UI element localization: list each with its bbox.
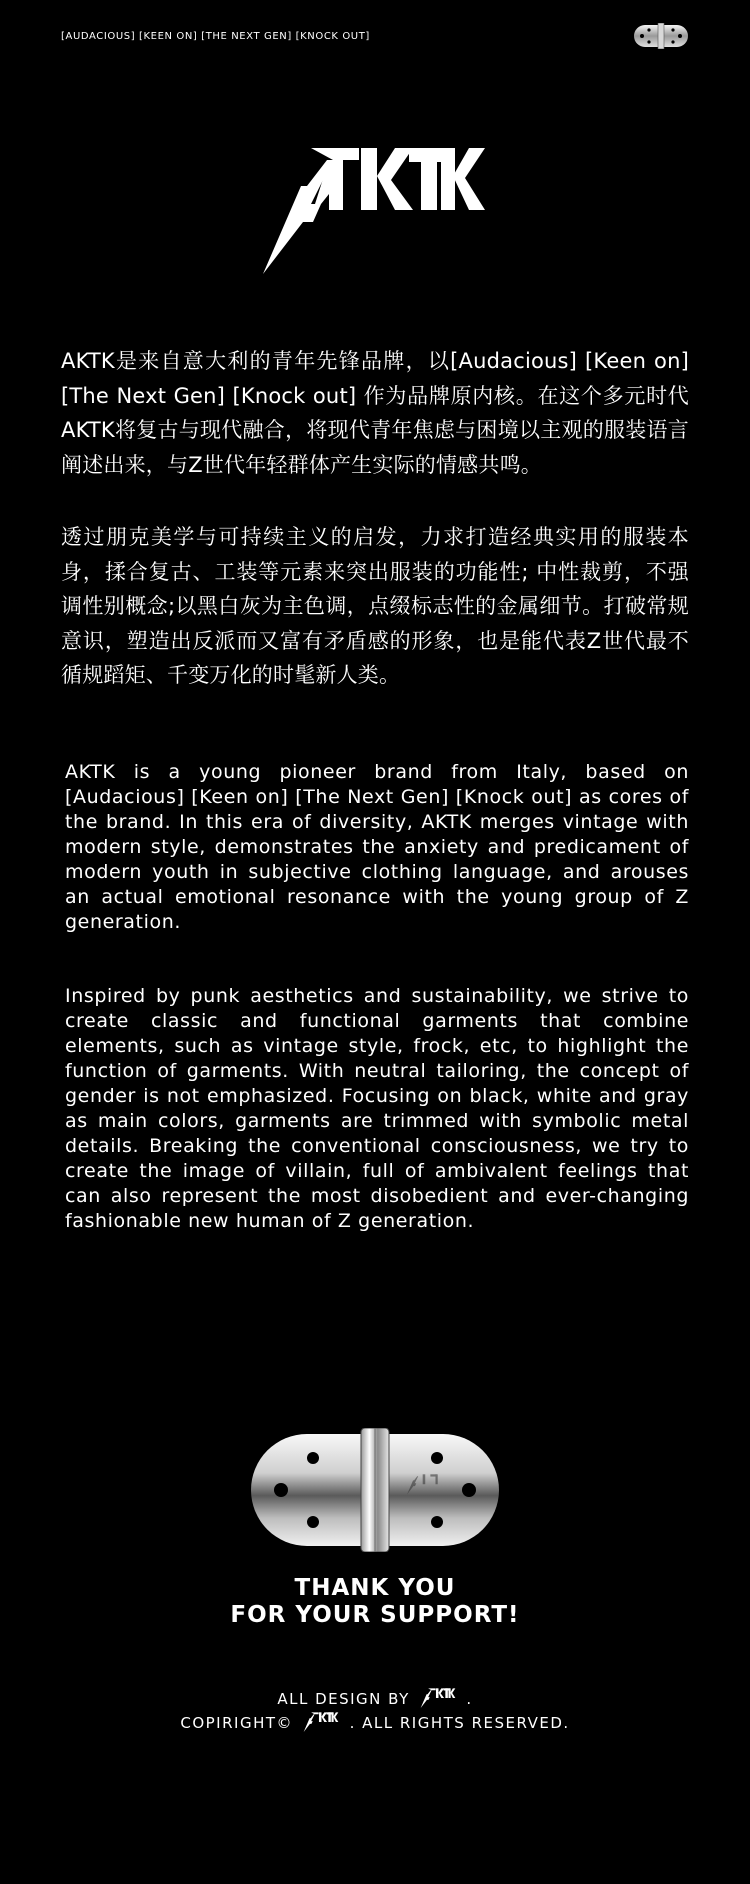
hinge-icon <box>633 23 689 49</box>
copyright-suffix: . ALL RIGHTS RESERVED. <box>349 1714 570 1732</box>
english-paragraph-2: Inspired by punk aesthetics and sustainability, we strive to create classic and functional garments that combine elements, such as vintage style, frock, etc, to highlight the function of garments. With neutral tailoring, the concept of gender is not emphasized. Focusing on black, white and gray as main colors, garments are trimmed with symbolic metal details. Breaking the conventional consciousness, we try to create the image of villain, full of ambivalent feelings that can also represent the most disobedient and ever-changing fashionable new human of Z generation. <box>65 985 689 1232</box>
brand-logo-small <box>418 1688 458 1708</box>
metal-hinge-image <box>251 1428 499 1552</box>
chinese-paragraph-1: AKTK是来自意大利的青年先锋品牌，以[Audacious] [Keen on] [The Next Gen] [Knock out] 作为品牌原内核。在这个多元时代AKTK将复古与现代融合，将现代青年焦虑与困境以主观的服装语言阐述出来，与Z世代年轻群体产生实际的情感共鸣。 <box>61 349 689 477</box>
brand-logo <box>263 146 485 274</box>
english-paragraph-1: AKTK is a young pioneer brand from Italy, based on [Audacious] [Keen on] [The Next Gen] [Knock out] as cores of the brand. In this era of diversity, AKTK merges vintage with modern style, demonstrates the anxiety and predicament of modern youth in subjective clothing language, and arouses an actual emotional resonance with the young group of Z generation. <box>65 761 689 933</box>
brand-logo-small <box>301 1712 341 1732</box>
credit-prefix: ALL DESIGN BY <box>277 1690 410 1708</box>
copyright-line <box>0 1712 750 1732</box>
chinese-paragraph-2: 透过朋克美学与可持续主义的启发，力求打造经典实用的服装本身，揉合复古、工装等元素来突出服装的功能性; 中性裁剪，不强调性别概念;以黑白灰为主色调，点缀标志性的金属细节。打破常规意识，塑造出反派而又富有矛盾感的形象，也是能代表Z世代最不循规蹈矩、千变万化的时髦新人类。 <box>61 525 689 687</box>
design-credit <box>0 1688 750 1708</box>
thank-you-line-1: THANK YOU <box>294 1575 456 1601</box>
credit-suffix: . <box>466 1690 473 1708</box>
copyright-prefix: COPIRIGHT© <box>180 1714 294 1732</box>
tagline: [AUDACIOUS] [KEEN ON] [THE NEXT GEN] [KNOCK OUT] <box>61 31 370 42</box>
thank-you-line-2: FOR YOUR SUPPORT! <box>230 1602 520 1628</box>
